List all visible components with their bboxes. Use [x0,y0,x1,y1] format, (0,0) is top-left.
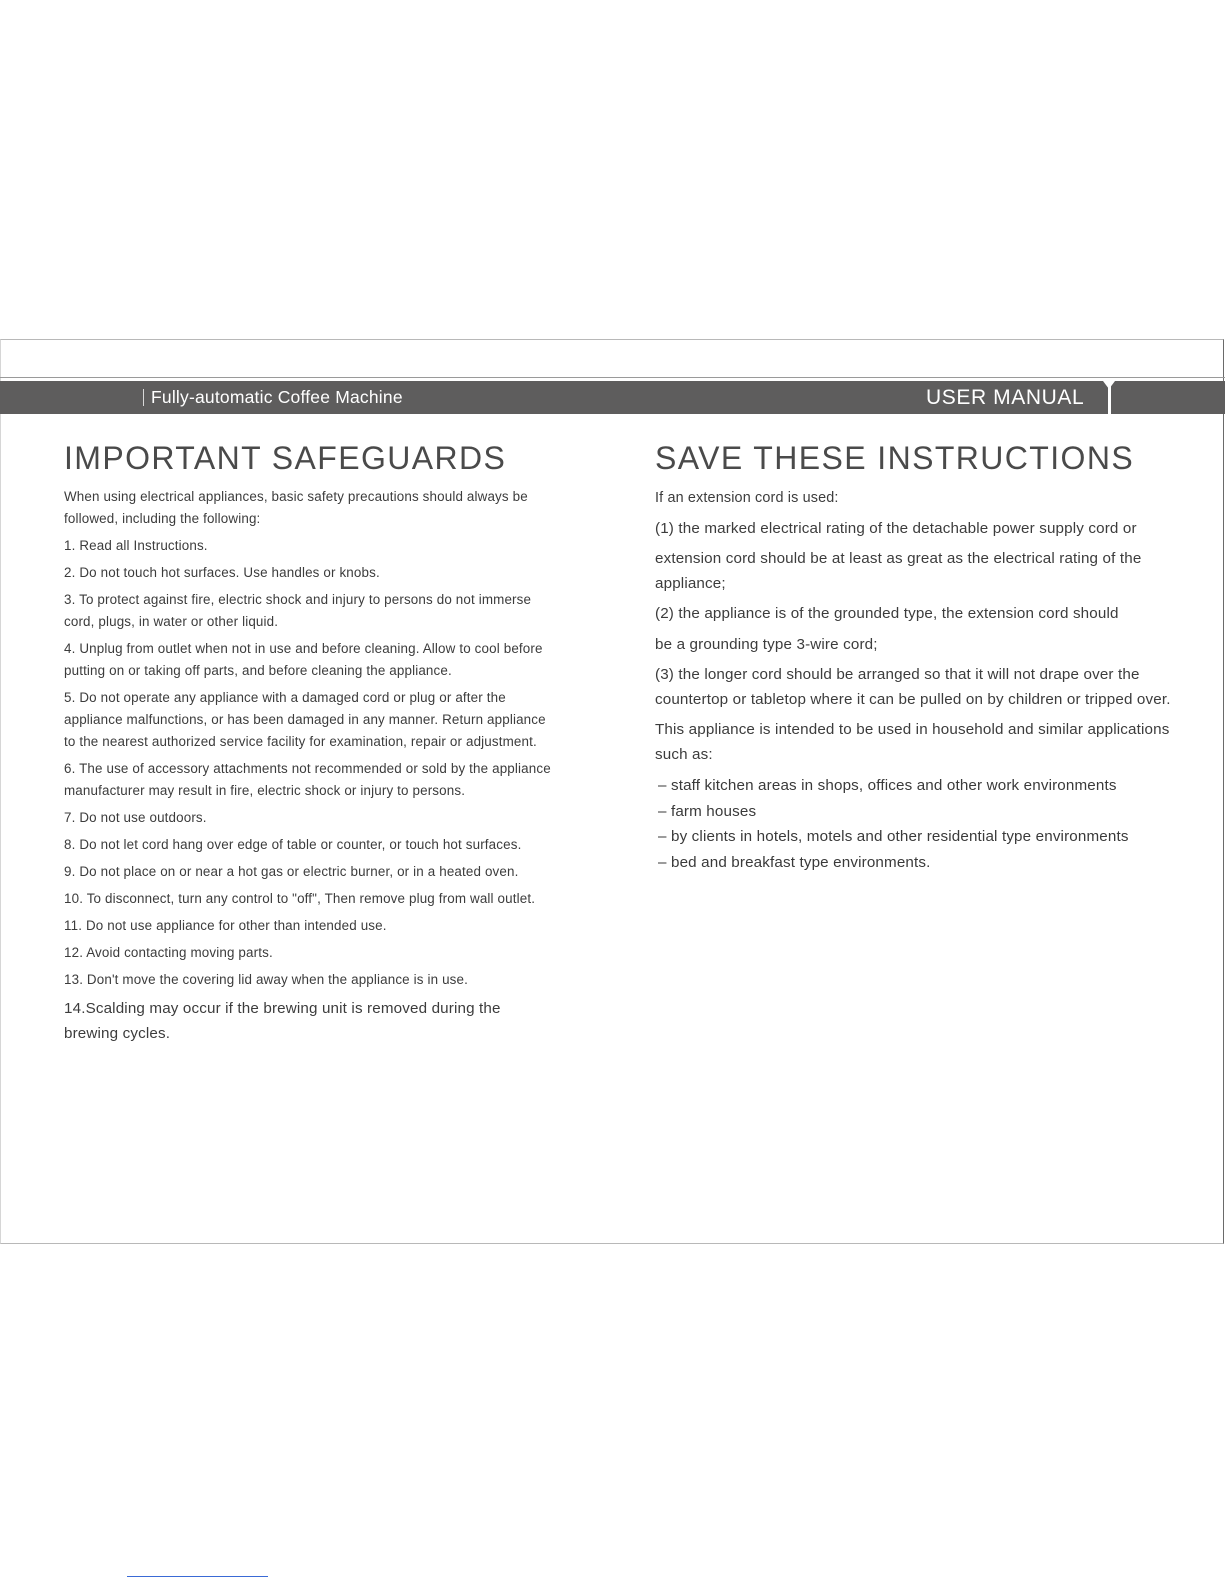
header-top-rule [0,377,1225,378]
list-item: – bed and breakfast type environments. [658,853,931,871]
safeguard-item: 7. Do not use outdoors. [64,810,207,825]
rating-paragraph-line1: (1) the marked electrical rating of the detachable power supply cord or [655,519,1137,537]
header-product [143,381,403,414]
safeguard-item: 10. To disconnect, turn any control to "off", Then remove plug from wall outlet. [64,891,536,906]
product-name: Fully-automatic Coffee Machine [151,387,403,407]
safeguard-item: 6. The use of accessory attachments not recommended or sold by the appliance manufacturer may result in fire, electric shock or injury to persons. [64,761,551,798]
instructions-title: SAVE THESE INSTRUCTIONS [655,440,1135,476]
long-cord-paragraph: (3) the longer cord should be arranged so that it will not drape over the countertop or tabletop where it can be pulled on by children or tripped over. [655,666,1171,708]
instructions-column [655,440,1180,875]
safeguards-intro: When using electrical appliances, basic safety precautions should always be followed, including the following: [64,489,528,526]
safeguard-item: 12. Avoid contacting moving parts. [64,945,273,960]
safeguards-title: IMPORTANT SAFEGUARDS [64,440,507,476]
safeguard-item: 13. Don't move the covering lid away when the appliance is in use. [64,972,468,987]
grounded-paragraph-line1: (2) the appliance is of the grounded type, the extension cord should [655,605,1119,622]
safeguard-item: 14.Scalding may occur if the brewing unit is removed during the brewing cycles. [64,1000,501,1042]
list-item: – by clients in hotels, motels and other residential type environments [658,828,1129,845]
grounded-paragraph-line2: be a grounding type 3-wire cord; [655,635,878,653]
header-band [0,381,1225,414]
header-separator [143,389,144,406]
rating-paragraph-line2: extension cord should be at least as great as the electrical rating of the appliance; [655,550,1142,592]
safeguard-item: 5. Do not operate any appliance with a damaged cord or plug or after the appliance malfunctions, or has been damaged in any manner. Return appliance to the nearest authorized service facility for examination, repair or adjustment. [64,690,546,749]
extension-cord-intro: If an extension cord is used: [655,490,839,506]
safeguard-item: 4. Unplug from outlet when not in use and before cleaning. Allow to cool before putting on or taking off parts, and before cleaning the appliance. [64,641,543,678]
list-item: – farm houses [658,802,757,820]
intended-use-paragraph: This appliance is intended to be used in household and similar applications such as: [655,721,1170,763]
header-divider [1108,381,1111,417]
safeguard-item: 11. Do not use appliance for other than intended use. [64,918,387,933]
safeguard-item: 9. Do not place on or near a hot gas or electric burner, or in a heated oven. [64,864,519,879]
safeguard-item: 2. Do not touch hot surfaces. Use handles or knobs. [64,565,380,580]
safeguard-item: 8. Do not let cord hang over edge of table or counter, or touch hot surfaces. [64,837,522,852]
safeguard-item: 1. Read all Instructions. [64,538,208,553]
safeguard-item: 3. To protect against fire, electric shock and injury to persons do not immerse cord, plugs, in water or other liquid. [64,592,532,629]
header-doc-type: USER MANUAL [926,386,1085,409]
safeguards-column [64,440,552,1051]
list-item: – staff kitchen areas in shops, offices and other work environments [658,777,1117,794]
footer-rule [127,1576,268,1577]
environment-list [655,773,1180,875]
